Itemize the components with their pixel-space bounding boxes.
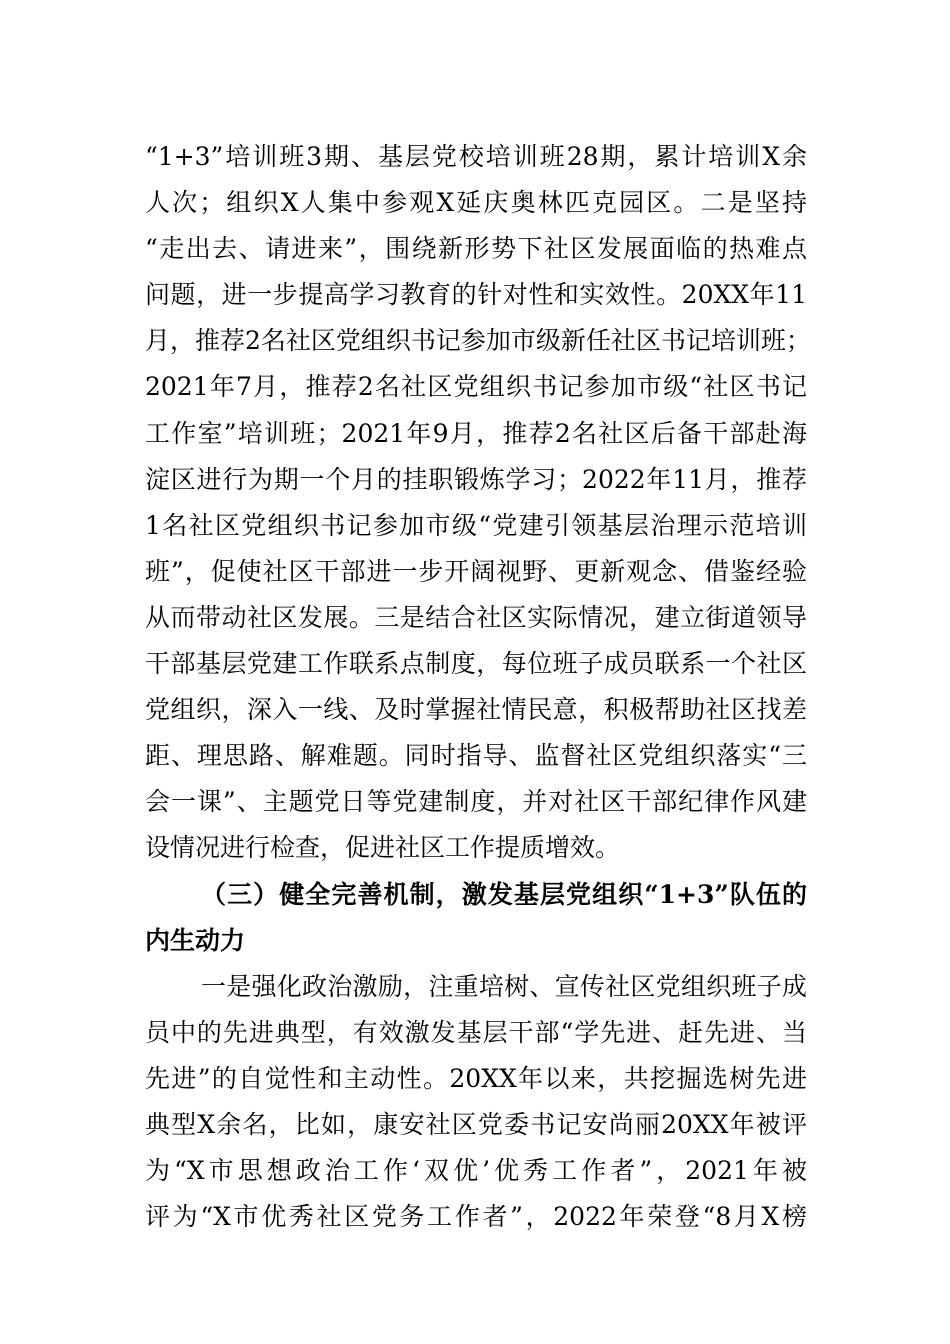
text-line: 员中的先进典型，有效激发基层干部“学先进、赶先进、当	[145, 1017, 807, 1047]
text-line: “走出去、请进来”，围绕新形势下社区发展面临的热难点	[145, 234, 807, 264]
text-line: 典型X余名，比如，康安社区党委书记安尚丽20XX年被评	[145, 1109, 807, 1139]
text-line: “1+3”培训班3期、基层党校培训班28期，累计培训X余	[145, 142, 807, 171]
paragraph-first-line: 一是强化政治激励，注重培树、宣传社区党组织班子成	[201, 971, 807, 1001]
text-line: 2021年7月，推荐2名社区党组织书记参加市级“社区书记	[145, 372, 807, 402]
text-line: 干部基层党建工作联系点制度，每位班子成员联系一个社区	[145, 649, 807, 679]
text-line: 党组织，深入一线、及时掌握社情民意，积极帮助社区找差	[145, 695, 807, 725]
text-line: 工作室”培训班；2021年9月，推荐2名社区后备干部赴海	[145, 418, 807, 448]
text-line: 班”，促使社区干部进一步开阔视野、更新观念、借鉴经验	[145, 556, 807, 586]
text-line: 为“X市思想政治工作‘双优’优秀工作者”，2021年被	[145, 1156, 807, 1186]
text-line: 月，推荐2名社区党组织书记参加市级新任社区书记培训班；	[145, 326, 811, 356]
text-line: 人次；组织X人集中参观X延庆奥林匹克园区。二是坚持	[145, 188, 807, 218]
section-heading: （三）健全完善机制，激发基层党组织“1+3”队伍的	[201, 879, 807, 909]
text-line: 先进”的自觉性和主动性。20XX年以来，共挖掘选树先进	[145, 1063, 807, 1093]
text-line: 淀区进行为期一个月的挂职锻炼学习；2022年11月，推荐	[145, 464, 807, 494]
section-heading-continued: 内生动力	[145, 925, 246, 955]
text-line: 设情况进行检查，促进社区工作提质增效。	[145, 833, 621, 863]
document-body	[145, 134, 811, 1240]
text-line: 会一课”、主题党日等党建制度，并对社区干部纪律作风建	[145, 787, 807, 817]
text-line: 1名社区党组织书记参加市级“党建引领基层治理示范培训	[145, 510, 807, 540]
text-line: 问题，进一步提高学习教育的针对性和实效性。20XX年11	[145, 280, 807, 310]
text-line: 距、理思路、解难题。同时指导、监督社区党组织落实“三	[145, 741, 807, 771]
text-line: 从而带动社区发展。三是结合社区实际情况，建立街道领导	[145, 602, 807, 632]
text-line: 评为“X市优秀社区党务工作者”，2022年荣登“8月X榜	[145, 1202, 807, 1232]
